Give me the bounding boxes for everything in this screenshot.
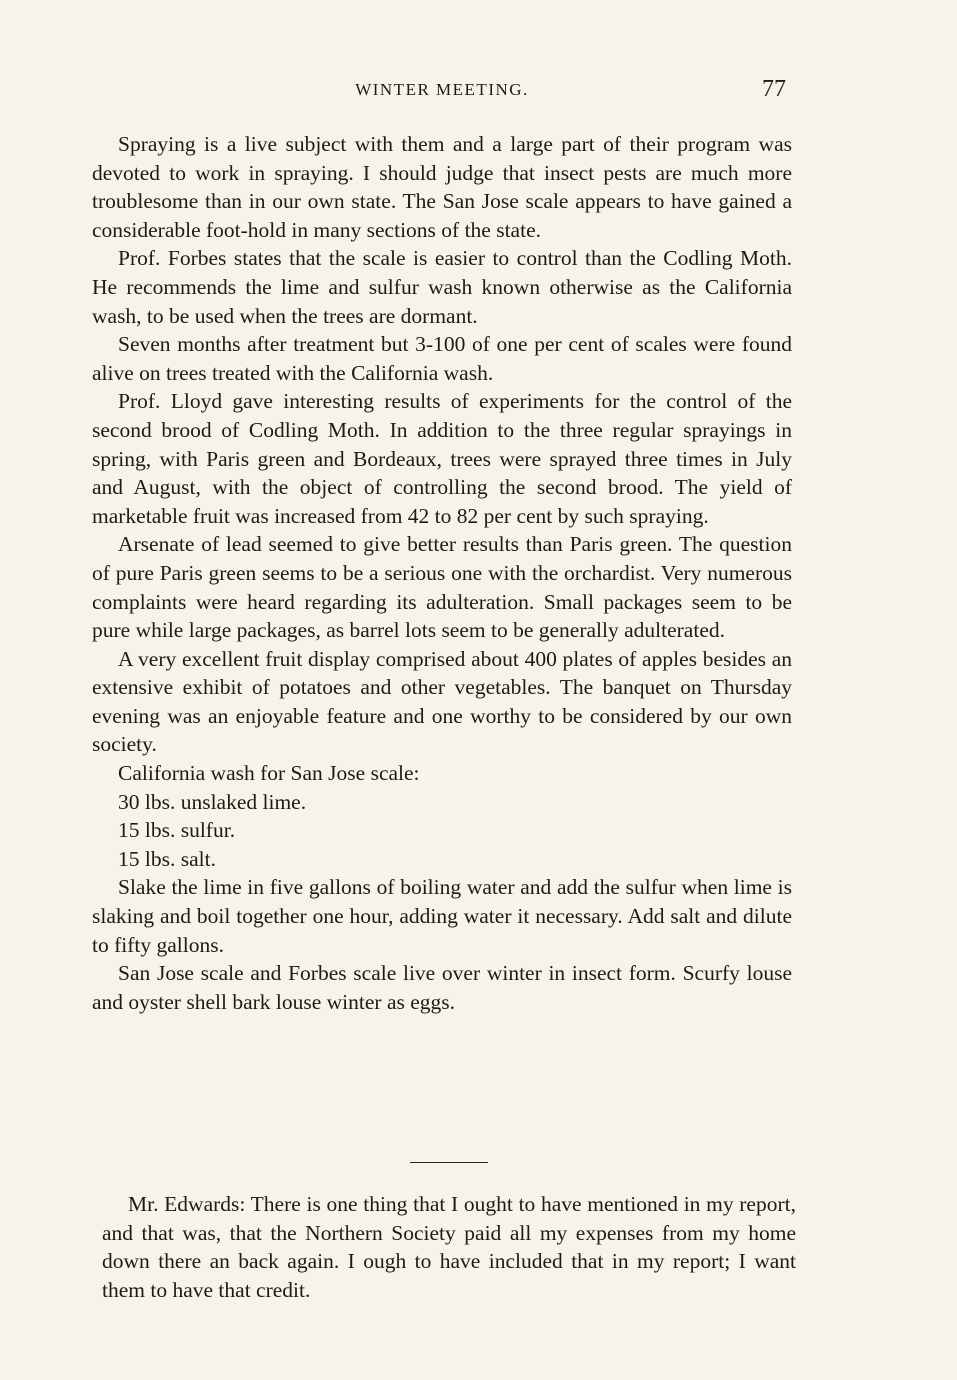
section-divider bbox=[410, 1162, 488, 1163]
paragraph-slake: Slake the lime in five gallons of boiling water and add the sulfur when lime is slaking and boil together one hour, adding water it necessary. Add salt and dilute to fifty gallons. bbox=[92, 875, 792, 957]
page-number: 77 bbox=[762, 76, 786, 102]
running-title: WINTER MEETING. bbox=[355, 80, 529, 99]
body-text bbox=[92, 130, 792, 1016]
paragraph-forbes: Prof. Forbes states that the scale is easier to control than the Codling Moth. He recommends the lime and sulfur wash known otherwise as the California wash, to be used when the trees are dormant. bbox=[92, 246, 792, 328]
paragraph-seven-months: Seven months after treatment but 3-100 of one per cent of scales were found alive on trees treated with the California wash. bbox=[92, 332, 792, 385]
paragraph-fruit-display: A very excellent fruit display comprised about 400 plates of apples besides an extensive exhibit of potatoes and other vegetables. The banquet on Thursday evening was an enjoyable feature and one worthy to be considered by our own society. bbox=[92, 646, 792, 757]
running-head bbox=[92, 78, 792, 106]
paragraph-edwards-remark: Mr. Edwards: There is one thing that I ought to have mentioned in my report, and that was, that the Northern Society paid all my expenses from my home down there an back again. I ough to have included that in my report; I want them to have that credit. bbox=[102, 1192, 796, 1302]
paragraph-arsenate: Arsenate of lead seemed to give better results than Paris green. The question of pure Paris green seems to be a serious one with the orchardist. Very numerous complaints were heard regarding its adulteration. Small packages seem to be pure while large packages, as barrel lots seem to be generally adulterated. bbox=[92, 532, 792, 643]
remark-block bbox=[102, 1190, 796, 1304]
recipe-ingredient: 30 lbs. unslaked lime. bbox=[118, 789, 307, 814]
recipe-ingredient: 15 lbs. sulfur. bbox=[118, 818, 236, 843]
recipe-ingredient: 15 lbs. salt. bbox=[118, 846, 216, 871]
paragraph-spraying: Spraying is a live subject with them and a large part of their program was devoted to work in spraying. I should judge that insect pests are much more troublesome than in our own state. The San Jose scale appears to have gained a considerable foot-hold in many sections of the state. bbox=[92, 132, 792, 242]
recipe-heading: California wash for San Jose scale: bbox=[118, 761, 420, 786]
paragraph-winter-forms: San Jose scale and Forbes scale live over winter in insect form. Scurfy louse and oyster shell bark louse winter as eggs. bbox=[92, 961, 792, 1014]
paragraph-lloyd: Prof. Lloyd gave interesting results of experiments for the control of the second brood of Codling Moth. In addition to the three regular sprayings in spring, with Paris green and Bordeaux, trees were sprayed three times in July and August, with the object of controlling the second brood. The yield of marketable fruit was increased from 42 to 82 per cent by such spraying. bbox=[92, 389, 792, 528]
